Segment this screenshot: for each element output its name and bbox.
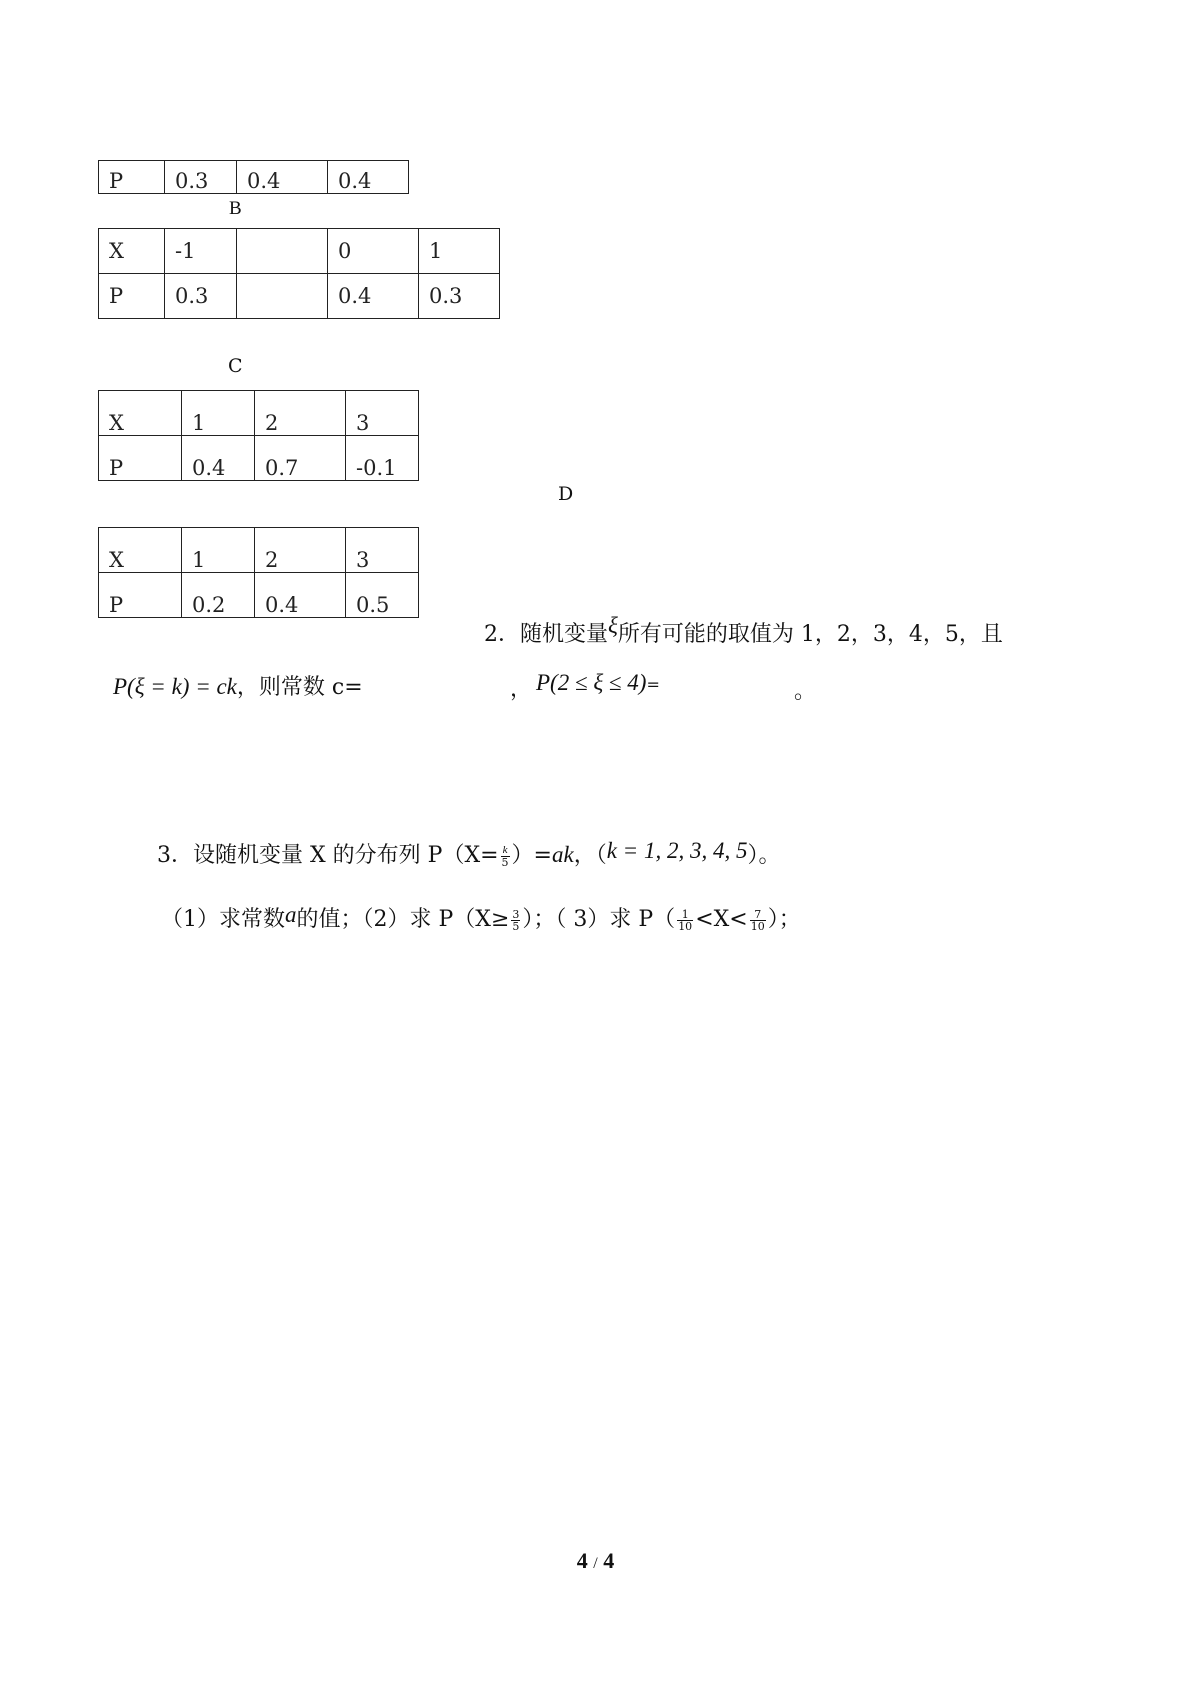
question-3-line-2	[161, 902, 801, 933]
table-row	[99, 391, 419, 436]
table-cell: -1	[165, 229, 237, 274]
fraction-7-over-10: $\frac{7}{10}$	[750, 907, 765, 933]
table-cell: 1	[419, 229, 500, 274]
sub-question-1: （1）求常数	[161, 907, 285, 932]
question-2-constant-prompt: ，则常数 c=	[236, 675, 363, 700]
total-pages: 4	[603, 1548, 615, 1573]
current-page: 4	[576, 1548, 588, 1573]
table-row	[99, 436, 419, 481]
equals-sign: =	[646, 675, 660, 694]
xi-symbol: ξ	[608, 613, 618, 638]
table-cell: P	[99, 436, 182, 481]
page-number	[0, 1548, 1191, 1574]
fraction-k-over-5: $\frac{k}{5}$	[501, 843, 509, 869]
question-3-stem: 3．设随机变量 X 的分布列 P（X=	[157, 843, 499, 868]
page-separator: /	[593, 1555, 598, 1572]
question-2-range-expression	[536, 670, 660, 696]
question-3-eq: ）=	[511, 843, 552, 868]
range-probability: P(2 ≤ ξ ≤ 4)	[536, 670, 647, 695]
table-d	[98, 527, 419, 618]
table-b	[98, 228, 500, 319]
table-cell: 0.3	[165, 161, 237, 194]
table-cell	[237, 274, 328, 319]
table-row	[99, 274, 500, 319]
table-cell: P	[99, 573, 182, 618]
table-cell: 0.4	[328, 161, 409, 194]
table-cell: 3	[346, 391, 419, 436]
k-set-expression: k = 1, 2, 3, 4, 5	[606, 838, 748, 863]
question-3-close: ）。	[747, 843, 781, 868]
table-cell: 0.4	[328, 274, 419, 319]
question-2-text: 所有可能的取值为 1，2，3，4，5，且	[617, 622, 1003, 647]
fraction-1-over-10: $\frac{1}{10}$	[678, 907, 693, 933]
question-2-line-2	[113, 670, 363, 701]
table-cell: 0.4	[255, 573, 346, 618]
table-cell: 3	[346, 528, 419, 573]
table-a	[98, 160, 409, 194]
table-row	[99, 573, 419, 618]
table-cell: X	[99, 391, 182, 436]
table-cell: 0	[328, 229, 419, 274]
fraction-3-over-5: $\frac{3}{5}$	[512, 907, 520, 933]
table-cell: 0.3	[165, 274, 237, 319]
option-label-b: B	[229, 198, 242, 219]
a-symbol: a	[285, 902, 297, 927]
table-cell: X	[99, 229, 165, 274]
table-cell: 2	[255, 528, 346, 573]
question-2-period: 。	[794, 679, 817, 704]
table-cell: 0.5	[346, 573, 419, 618]
table-cell: 1	[182, 528, 255, 573]
option-label-c: C	[228, 355, 243, 377]
question-3-paren: ，（	[573, 843, 607, 868]
question-3-line-1	[157, 838, 780, 869]
table-cell: 0.3	[419, 274, 500, 319]
table-cell: P	[99, 161, 165, 194]
table-row	[99, 528, 419, 573]
table-row	[99, 229, 500, 274]
question-2-comma: ，	[510, 677, 533, 702]
probability-expression: P(ξ = k) = ck	[113, 674, 237, 699]
table-cell: 0.4	[182, 436, 255, 481]
table-cell: 0.7	[255, 436, 346, 481]
question-2-line-1	[484, 613, 1003, 648]
table-cell: -0.1	[346, 436, 419, 481]
sub-question-3: ）；（ 3）求 P（	[522, 907, 676, 932]
table-row	[99, 161, 409, 194]
question-2-number: 2．随机变量	[484, 622, 608, 647]
inequality-text: <X<	[695, 907, 748, 932]
table-cell: 2	[255, 391, 346, 436]
sub-question-2: 的值；（2）求 P（X≥	[296, 907, 510, 932]
sub-question-3-end: ）；	[767, 907, 801, 932]
table-c	[98, 390, 419, 481]
table-cell: 0.4	[237, 161, 328, 194]
table-cell: 1	[182, 391, 255, 436]
ak-expression: ak	[551, 842, 574, 867]
table-cell	[237, 229, 328, 274]
table-cell: P	[99, 274, 165, 319]
option-label-d: D	[558, 483, 574, 505]
table-cell: X	[99, 528, 182, 573]
table-cell: 0.2	[182, 573, 255, 618]
